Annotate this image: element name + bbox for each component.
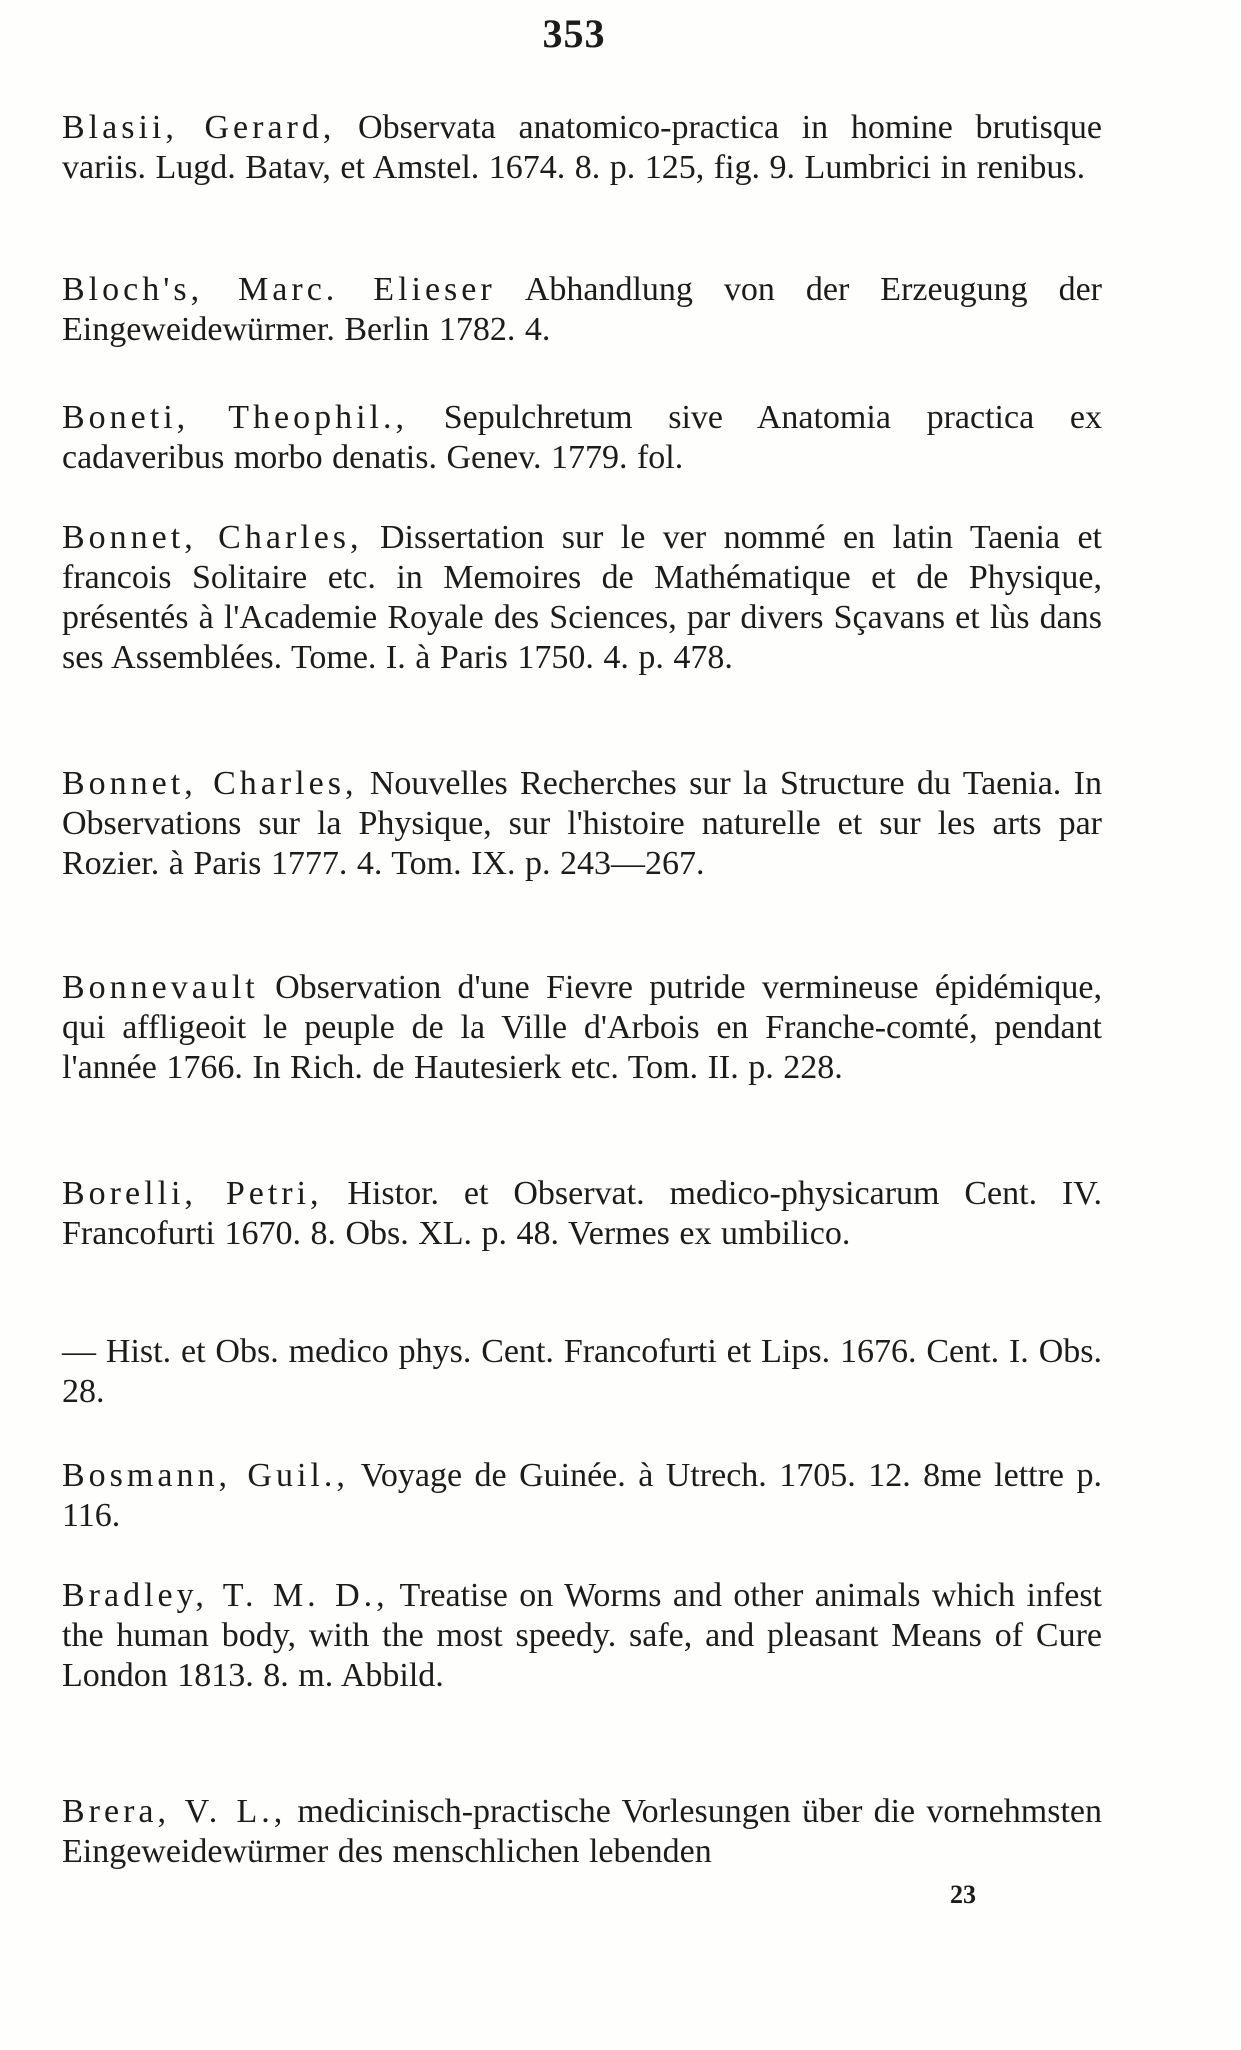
entry-text: Histor. et Observat. medico-physicarum Cent. IV. Francofurti 1670. 8. Obs. XL. p. 48. Vermes ex umbilico. — [62, 1175, 1102, 1252]
entry-text: Abhandlung von der Erzeugung der Eingeweidewürmer. Berlin 1782. 4. — [62, 271, 1102, 348]
entry-text: Dissertation sur le ver nommé en latin Taenia et francois Solitaire etc. in Memoires de Mathématique et de Physique, présentés à l'Academie Royale des Sciences, par divers Sçavans et lùs dans ses Assemblées. Tome. I. à Paris 1750. 4. p. 478. — [62, 519, 1102, 676]
bibliography-entry — [62, 968, 1102, 1088]
entry-author: Bonnet, Charles, — [62, 765, 358, 802]
bibliography-entry — [62, 1576, 1102, 1696]
bibliography-entry — [62, 1174, 1102, 1254]
entry-text: Sepulchretum sive Anatomia practica ex cadaveribus morbo denatis. Genev. 1779. fol. — [62, 399, 1102, 476]
entry-author: Bosmann, Guil., — [62, 1457, 349, 1494]
entry-author: Bloch's, Marc. Elieser — [62, 271, 496, 308]
bibliography-entry — [62, 270, 1102, 350]
entry-text: medicinisch-practische Vorlesungen über die vornehmsten Eingeweidewürmer des menschlichen lebenden — [62, 1793, 1102, 1870]
entry-author: Blasii, Gerard, — [62, 109, 336, 146]
bibliography-entry — [62, 764, 1102, 884]
page-number: 353 — [542, 11, 606, 56]
entry-text: Nouvelles Recherches sur la Structure du Taenia. In Observations sur la Physique, sur l'histoire naturelle et sur les arts par Rozier. à Paris 1777. 4. Tom. IX. p. 243—267. — [62, 765, 1102, 882]
entry-text: Observata anatomico-practica in homine brutisque variis. Lugd. Batav, et Amstel. 1674. 8. p. 125, fig. 9. Lumbrici in renibus. — [62, 109, 1103, 186]
bibliography-entry — [62, 1792, 1102, 1872]
entry-author: Bonnevault — [62, 969, 259, 1006]
entry-text: Observation d'une Fievre putride vermineuse épidémique, qui affligeoit le peuple de la Ville d'Arbois en Franche-comté, pendant l'année 1766. In Rich. de Hautesierk etc. Tom. II. p. 228. — [62, 969, 1102, 1086]
entry-author: Boneti, Theophil., — [62, 399, 408, 436]
entry-text: Treatise on Worms and other animals which infest the human body, with the most speedy. safe, and pleasant Means of Cure London 1813. 8. m. Abbild. — [62, 1577, 1102, 1694]
bibliography-entry — [62, 1332, 1102, 1412]
entry-author: Bonnet, Charles, — [62, 519, 363, 556]
bibliography-entry — [62, 108, 1102, 188]
bibliography-entry — [62, 398, 1102, 478]
entry-text: Voyage de Guinée. à Utrech. 1705. 12. 8me lettre p. 116. — [62, 1457, 1102, 1534]
entry-author: Bradley, T. M. D., — [62, 1577, 389, 1614]
entry-author: Borelli, Petri, — [62, 1175, 323, 1212]
bibliography-entry — [62, 1456, 1102, 1536]
entry-text: — Hist. et Obs. medico phys. Cent. Francofurti et Lips. 1676. Cent. I. Obs. 28. — [62, 1333, 1102, 1410]
bibliography-entry — [62, 518, 1102, 678]
printer-signature-mark: 23 — [950, 1880, 976, 1909]
entry-author: Brera, V. L., — [62, 1793, 287, 1830]
